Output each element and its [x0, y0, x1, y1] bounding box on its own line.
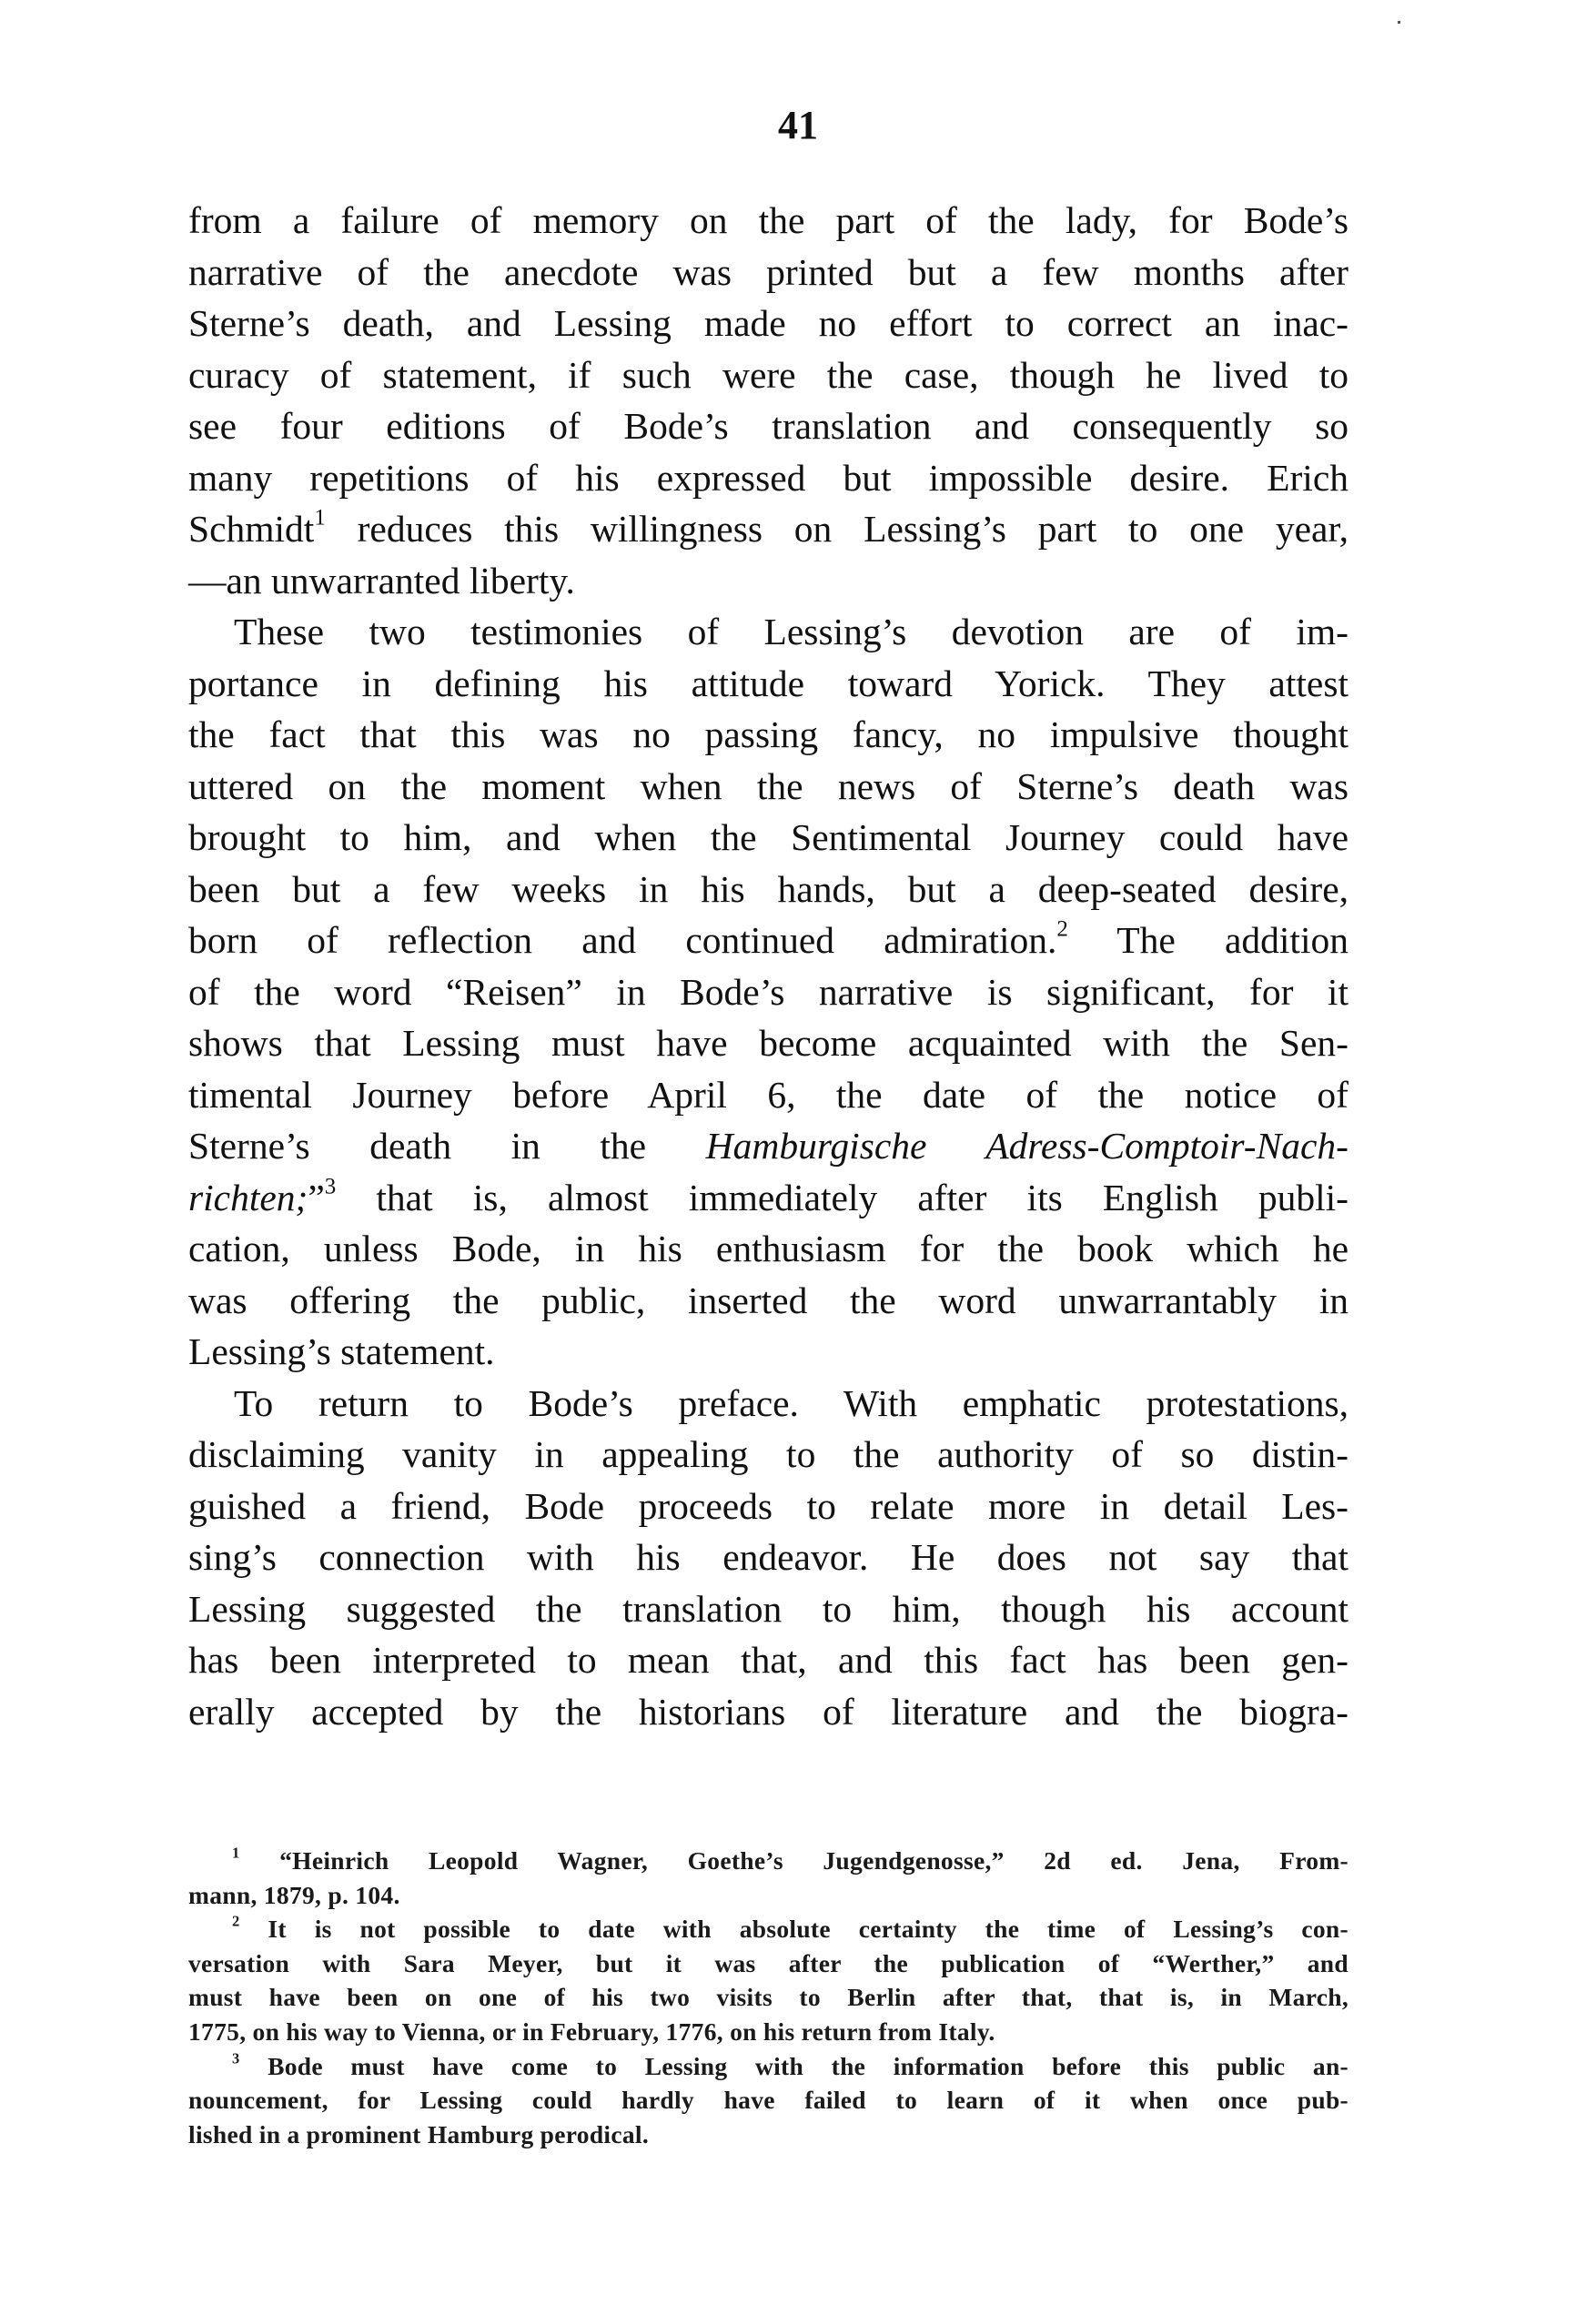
text-line: To return to Bode’s preface. With emphatic protestations, — [234, 1381, 1349, 1424]
footnotes — [188, 1844, 1349, 2151]
text-line: guished a friend, Bode proceeds to relate more in detail Les- — [188, 1484, 1349, 1527]
footnote-marker: 3 — [232, 2049, 240, 2067]
footnote-2 — [188, 1912, 1349, 2048]
footnote-3 — [188, 2049, 1349, 2152]
text-line: Lessing suggested the translation to him, though his account — [188, 1587, 1349, 1630]
text-line: many repetitions of his expressed but impossible desire. Erich — [188, 456, 1349, 499]
text-line: sing’s connection with his endeavor. He does not say that — [188, 1536, 1349, 1578]
text-line: disclaiming vanity in appealing to the authority of so distin- — [188, 1433, 1349, 1475]
footnote-ref-3[interactable]: 3 — [324, 1173, 337, 1198]
footnote-line: $^1$ “Heinrich Leopold Wagner, Goethe’s Jugendgenosse,” 2d ed. Jena, From- — [232, 1844, 1349, 1875]
text-line: brought to him, and when the Sentimental Journey could have — [188, 816, 1349, 858]
footnote-line: must have been on one of his two visits to Berlin after that, that is, in March, — [188, 1983, 1349, 2012]
text-line: —an unwarranted liberty. — [188, 559, 575, 601]
footnote-line: mann, 1879, p. 104. — [188, 1880, 400, 1909]
text-line: richten;”$^3$ that is, almost immediately after its English publi- — [188, 1173, 1349, 1218]
body-text — [188, 195, 1349, 1737]
text-line: timental Journey before April 6, the date of the notice of — [188, 1073, 1349, 1116]
footnote-line: nouncement, for Lessing could hardly have failed to learn of it when once pub- — [188, 2086, 1349, 2115]
scan-speck — [1398, 21, 1400, 24]
footnote-1 — [188, 1844, 1349, 1912]
footnote-line: lished in a prominent Hamburg perodical. — [188, 2119, 650, 2148]
text-line: the fact that this was no passing fancy, no impulsive thought — [188, 713, 1349, 755]
footnote-marker: 1 — [232, 1844, 240, 1862]
text-line: of the word “Reisen” in Bode’s narrative is significant, for it — [188, 970, 1349, 1013]
text-line: Sterne’s death, and Lessing made no effort to correct an inac- — [188, 302, 1349, 344]
text-line: Lessing’s statement. — [188, 1330, 495, 1372]
text-line: shows that Lessing must have become acquainted with the Sen- — [188, 1022, 1349, 1064]
footnote-line: $^2$ It is not possible to date with absolute certainty the time of Lessing’s con- — [232, 1912, 1349, 1944]
text-line: has been interpreted to mean that, and this fact has been gen- — [188, 1639, 1349, 1681]
text-line: These two testimonies of Lessing’s devotion are of im- — [234, 611, 1349, 652]
paragraph-2 — [188, 606, 1349, 1378]
text-line: Sterne’s death in the Hamburgische Adress-Comptoir-Nach- — [188, 1125, 1349, 1167]
footnote-line: $^3$ Bode must have come to Lessing with the information before this public an- — [232, 2049, 1349, 2080]
paragraph-3 — [188, 1378, 1349, 1738]
text-line: curacy of statement, if such were the case, though he lived to — [188, 353, 1349, 396]
text-line: was offering the public, inserted the word unwarrantably in — [188, 1279, 1349, 1321]
text-line: cation, unless Bode, in his enthusiasm for the book which he — [188, 1228, 1349, 1269]
text-line: from a failure of memory on the part of the lady, for Bode’s — [188, 199, 1349, 241]
text-line: uttered on the moment when the news of Sterne’s death was — [188, 764, 1349, 807]
text-line: narrative of the anecdote was printed but a few months after — [188, 250, 1349, 293]
footnote-ref-2[interactable]: 2 — [1056, 916, 1068, 942]
paragraph-1 — [188, 195, 1349, 606]
footnote-marker: 2 — [232, 1912, 240, 1930]
text-line: see four editions of Bode’s translation and consequently so — [188, 405, 1349, 447]
footnote-line: 1775, on his way to Vienna, or in February, 1776, on his return from Italy. — [188, 2017, 995, 2046]
periodical-title: Hamburgische Adress-Comptoir-Nach- — [705, 1125, 1349, 1167]
text-line: been but a few weeks in his hands, but a deep-seated desire, — [188, 867, 1349, 910]
page-number: 41 — [778, 103, 818, 147]
text-line: Schmidt$^1$ reduces this willingness on Lessing’s part to one year, — [188, 505, 1349, 550]
text-line: portance in defining his attitude toward Yorick. They attest — [188, 662, 1349, 704]
footnote-line: versation with Sara Meyer, but it was after the publication of “Werther,” and — [188, 1948, 1349, 1977]
text-line: erally accepted by the historians of literature and the biogra- — [188, 1690, 1349, 1733]
footnote-ref-1[interactable]: 1 — [314, 505, 326, 531]
periodical-title-cont: richten; — [188, 1176, 308, 1218]
text-line: born of reflection and continued admiration.$^2$ The addition — [188, 916, 1349, 961]
